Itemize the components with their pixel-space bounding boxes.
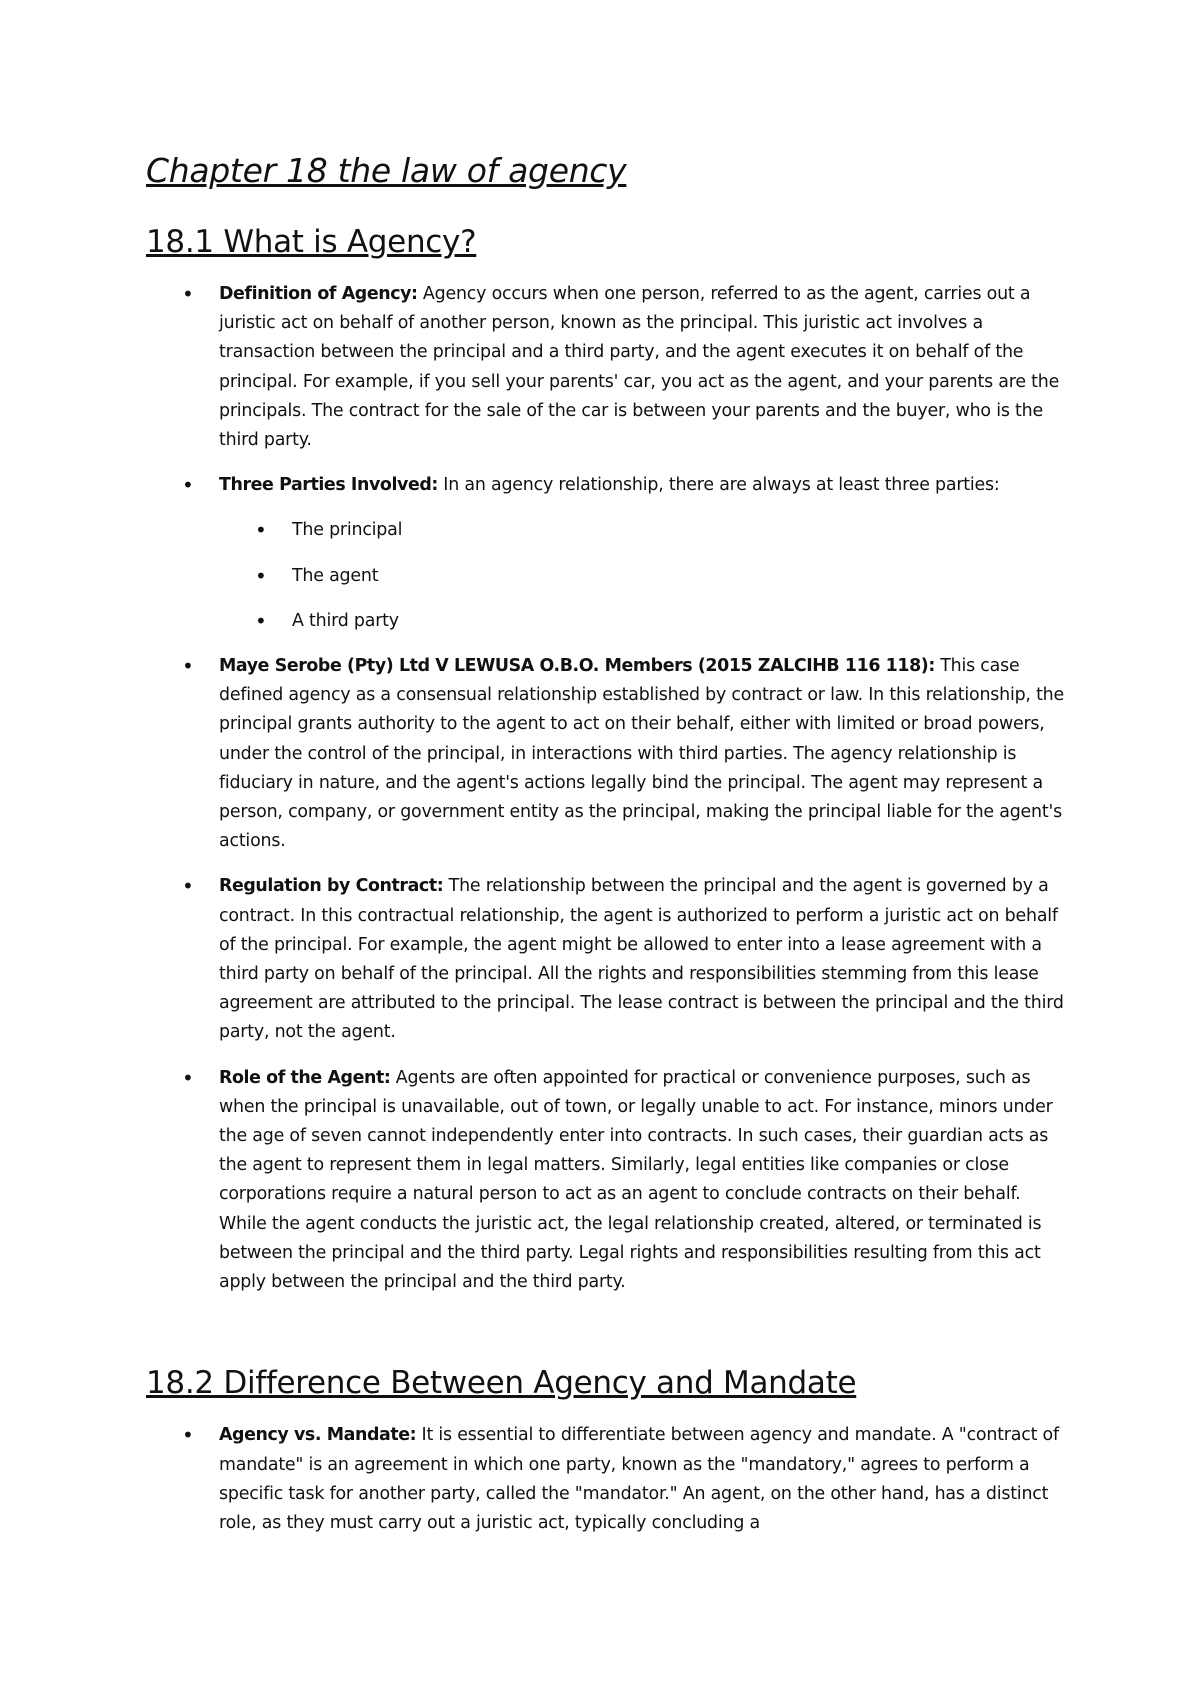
sub-list-item: [146, 562, 1066, 591]
list-item: [146, 471, 1066, 636]
item-text: Agents are often appointed for practical or convenience purposes, such as when the principal is unavailable, out of town, or legally unable to act. For instance, minors under the age of seven cannot independently enter into contracts. In such cases, their guardian acts as the agent to represent them in legal matters. Similarly, legal entities like companies or close corporations require a natural person to act as an agent to conclude contracts on their behalf. While the agent conducts the juristic act, the legal relationship created, altered, or terminated is between the principal and the third party. Legal rights and responsibilities resulting from this act apply between the principal and the third party.: [219, 1067, 1053, 1293]
list-item: [146, 652, 1066, 856]
item-term: Definition of Agency:: [219, 284, 418, 304]
sub-item-text: • The principal: [292, 520, 403, 541]
sub-list-item: [146, 516, 1066, 545]
item-text: Agency occurs when one person, referred to as the agent, carries out a juristic act on behalf of another person, known as the principal. This juristic act involves a transaction between the principal and a third party, and the agent executes it on behalf of the principal. For example, if you sell your parents' car, you act as the agent, and your parents are the principals. The contract for the sale of the car is between your parents and the buyer, who is the third party.: [219, 284, 1060, 451]
item-term: Three Parties Involved:: [219, 475, 438, 496]
item-text: The relationship between the principal and the agent is governed by a contract. In this contractual relationship, the agent is authorized to perform a juristic act on behalf of the principal. For example, the agent might be allowed to enter into a lease agreement with a third party on behalf of the principal. All the rights and responsibilities stemming from this lease agreement are attributed to the principal. The lease contract is between the principal and the third party, not the agent.: [219, 876, 1064, 1043]
item-term: Agency vs. Mandate:: [219, 1425, 417, 1446]
item-term: Regulation by Contract:: [219, 876, 444, 897]
sub-bullet-list: [219, 516, 1066, 636]
item-text: It is essential to differentiate between agency and mandate. A "contract of mandate" is an agreement in which one party, known as the "mandatory," agrees to perform a specific task for another party, called the "mandator." An agent, on the other hand, has a distinct role, as they must carry out a juristic act, typically concluding a: [219, 1425, 1059, 1533]
sub-item-text: • A third party: [292, 610, 399, 631]
list-item: [146, 1064, 1066, 1298]
bullet-list: [146, 280, 1066, 1297]
sub-list-item: [146, 607, 1066, 636]
item-text: In an agency relationship, there are always at least three parties:: [437, 475, 1000, 496]
sub-item-text: • The agent: [292, 565, 379, 586]
list-item: [146, 1421, 1066, 1538]
item-text: This case defined agency as a consensual relationship established by contract or law. In this relationship, the principal grants authority to the agent to act on their behalf, either with limited or broad powers, under the control of the principal, in interactions with third parties. The agency relationship is fiduciary in nature, and the agent's actions legally bind the principal. The agent may represent a person, company, or government entity as the principal, making the principal liable for the agent's actions.: [219, 656, 1065, 852]
section-title: 18.1 What is Agency?: [146, 224, 477, 260]
bullet-list: [146, 1421, 1066, 1538]
document-body: [146, 150, 1066, 1554]
section-title: 18.2 Difference Between Agency and Mandate: [146, 1365, 857, 1402]
list-item: [146, 280, 1066, 455]
item-term: Role of the Agent:: [219, 1067, 391, 1088]
section-18-2: [146, 1363, 1066, 1538]
item-term: Maye Serobe (Pty) Ltd V LEWUSA O.B.O. Members (2015 ZALCIHB 116 118):: [219, 656, 935, 677]
chapter-title: Chapter 18 the law of agency: [146, 151, 627, 190]
section-18-1: [146, 222, 1066, 1297]
list-item: [146, 872, 1066, 1047]
